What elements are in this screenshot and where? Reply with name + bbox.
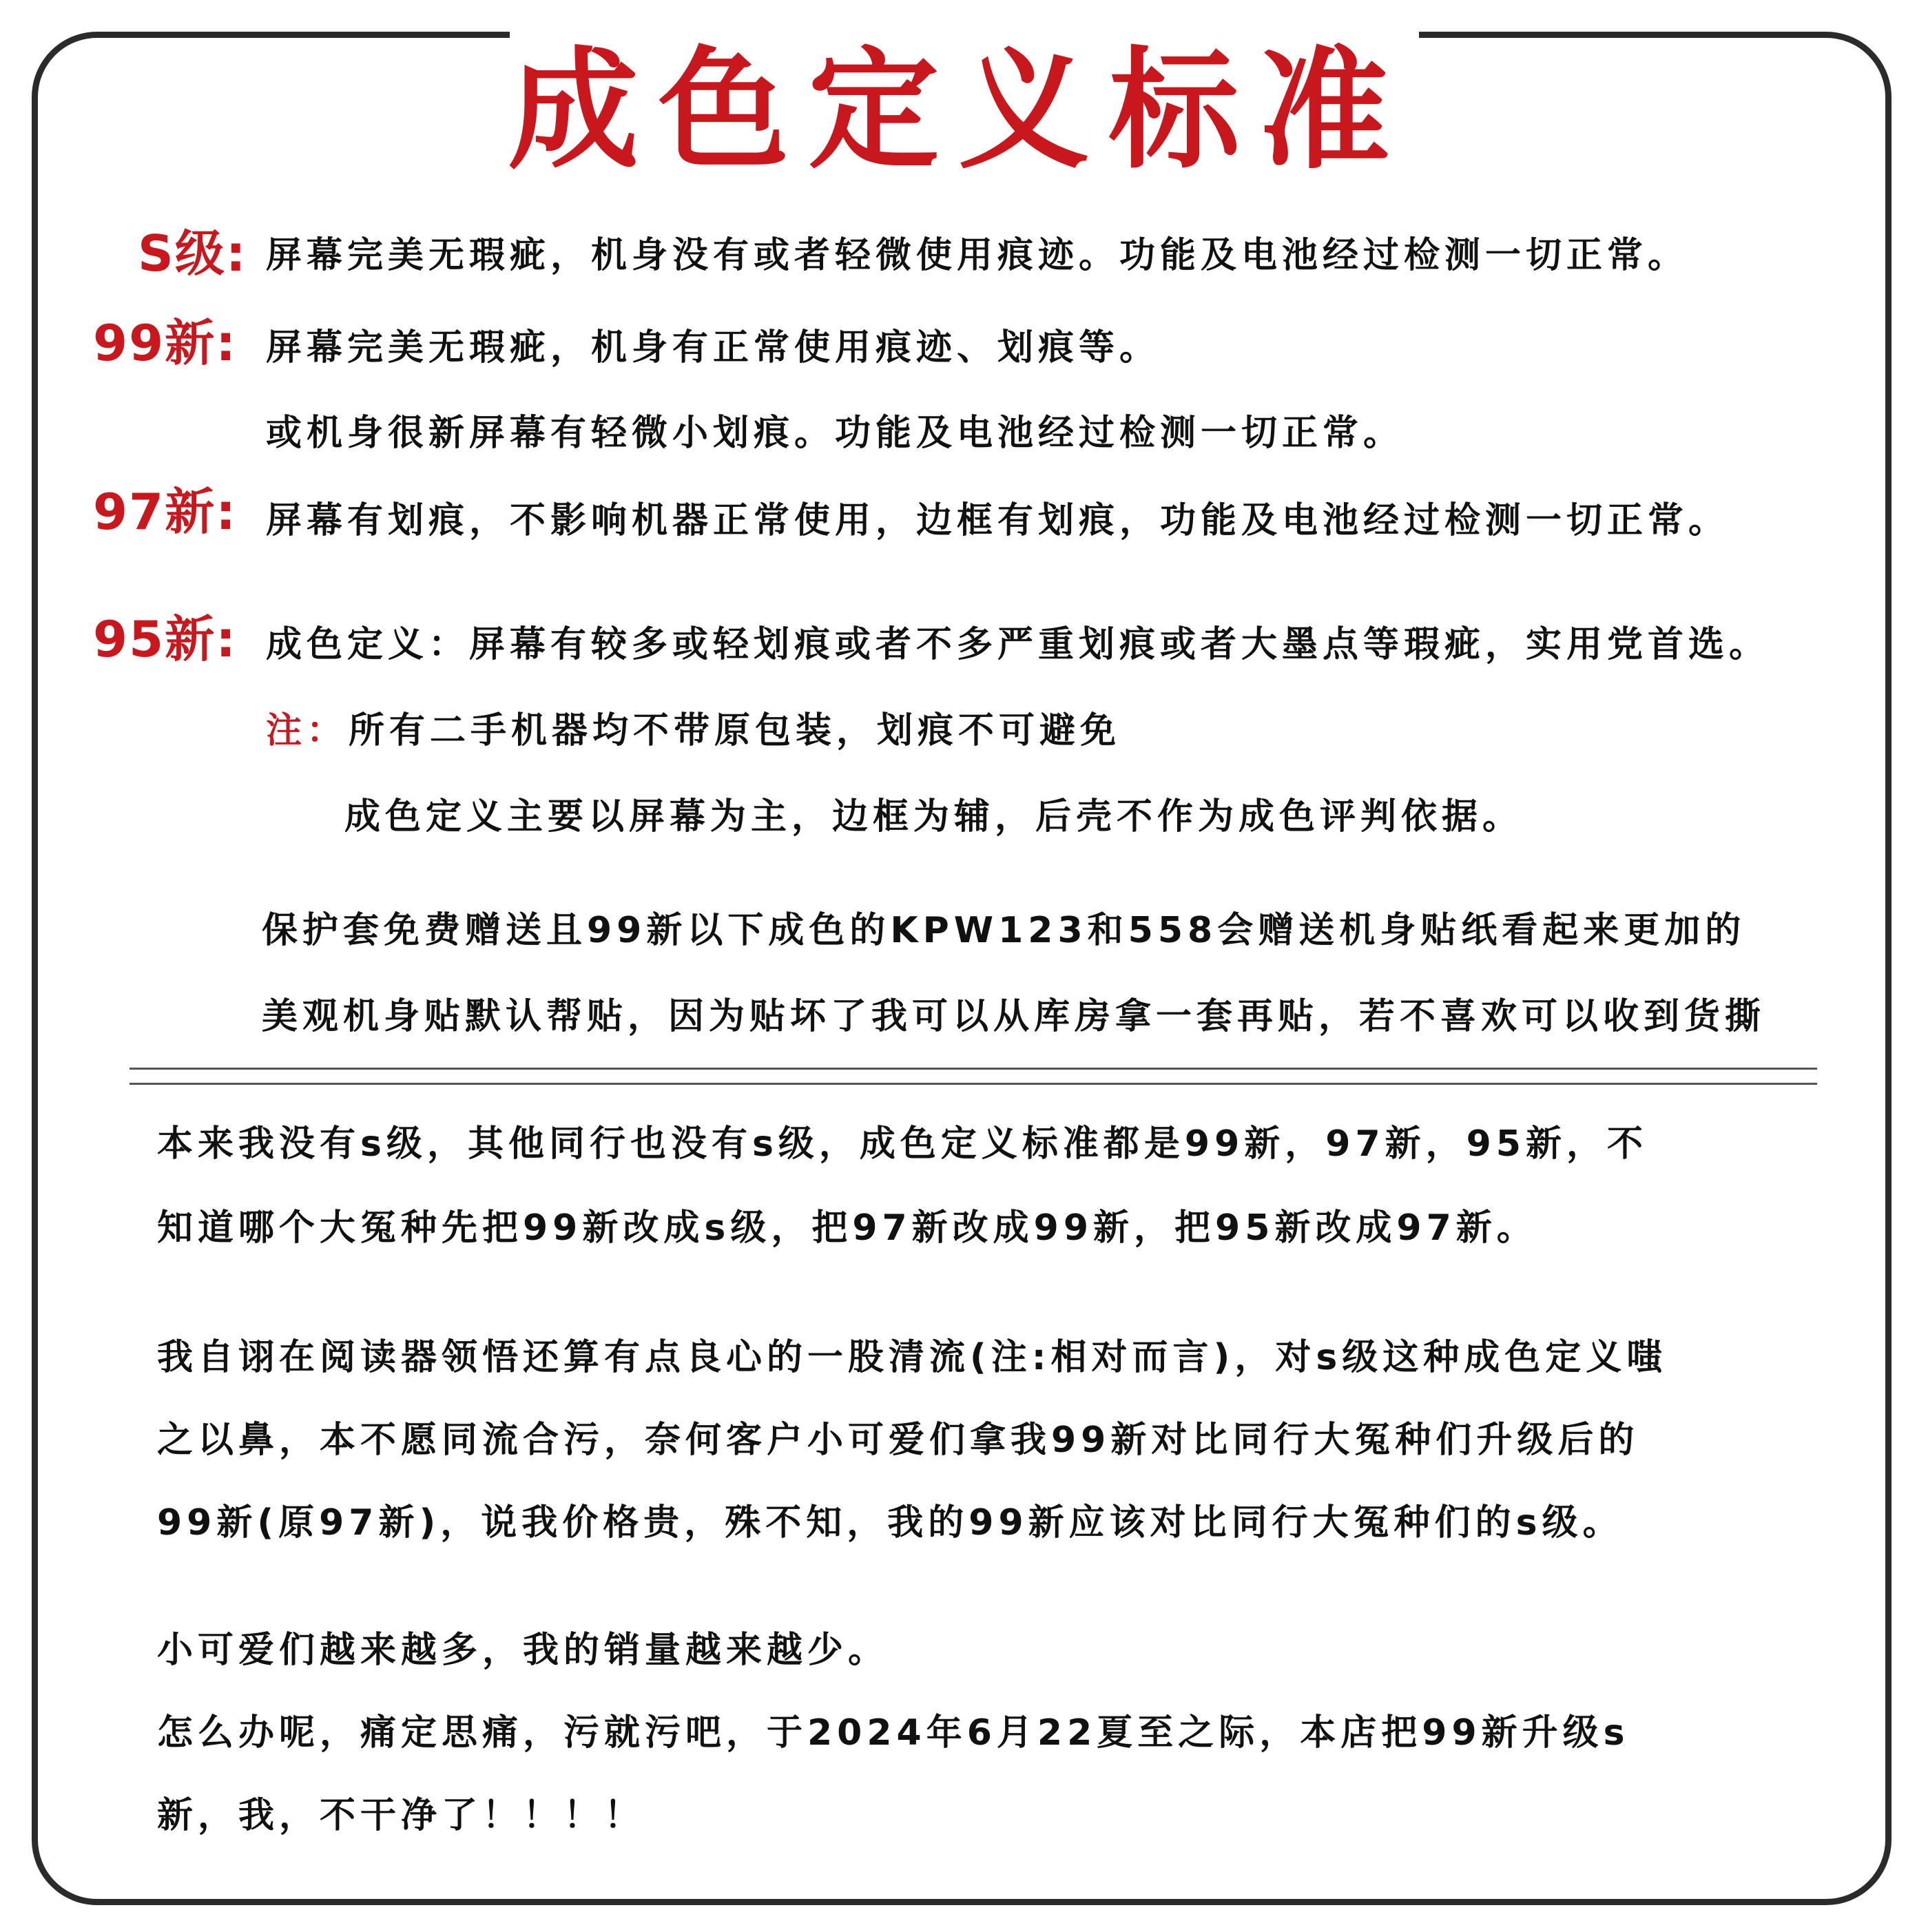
divider-bottom: [129, 1083, 1817, 1085]
note-line-1: 所有二手机器均不带原包装，划痕不可避免: [349, 710, 1121, 751]
story-line-8: 新，我，不干净了！！！！: [157, 1795, 645, 1836]
grade-s-description: 屏幕完美无瑕疵，机身没有或者轻微使用痕迹。功能及电池经过检测一切正常。: [266, 235, 1689, 276]
story-line-3: 我自诩在阅读器领悟还算有点良心的一股清流(注:相对而言)，对s级这种成色定义嗤: [157, 1337, 1668, 1378]
story-line-7: 怎么办呢，痛定思痛，污就污吧，于2024年6月22夏至之际，本店把99新升级s: [157, 1712, 1630, 1754]
case-info-line-1: 保护套免费赠送且99新以下成色的KPW123和558会赠送机身贴纸看起来更加的: [262, 910, 1746, 951]
grade-label-95: 95新:: [93, 610, 237, 668]
page-border: [32, 32, 1892, 1905]
divider-top: [129, 1068, 1817, 1070]
story-line-5: 99新(原97新)，说我价格贵，殊不知，我的99新应该对比同行大冤种们的s级。: [157, 1502, 1624, 1544]
grade-99-description-2: 或机身很新屏幕有轻微小划痕。功能及电池经过检测一切正常。: [266, 413, 1405, 454]
grade-95-description: 成色定义：屏幕有较多或轻划痕或者不多严重划痕或者大墨点等瑕疵，实用党首选。: [266, 624, 1770, 665]
grade-99-description-1: 屏幕完美无瑕疵，机身有正常使用痕迹、划痕等。: [266, 327, 1161, 368]
case-info-line-2: 美观机身贴默认帮贴，因为贴坏了我可以从库房拿一套再贴，若不喜欢可以收到货撕: [262, 996, 1766, 1037]
story-line-4: 之以鼻，本不愿同流合污，奈何客户小可爱们拿我99新对比同行大冤种们升级后的: [157, 1420, 1639, 1461]
story-line-1: 本来我没有s级，其他同行也没有s级，成色定义标准都是99新，97新，95新，不: [157, 1123, 1648, 1165]
page-title: 成色定义标准: [508, 34, 1409, 187]
story-line-6: 小可爱们越来越多，我的销量越来越少。: [157, 1630, 889, 1671]
grade-label-99: 99新:: [93, 314, 237, 372]
grade-97-description: 屏幕有划痕，不影响机器正常使用，边框有划痕，功能及电池经过检测一切正常。: [266, 500, 1730, 541]
story-line-2: 知道哪个大冤种先把99新改成s级，把97新改成99新，把95新改成97新。: [157, 1207, 1537, 1249]
note-line-2: 成色定义主要以屏幕为主，边框为辅，后壳不作为成色评判依据。: [344, 796, 1524, 838]
note-label: 注：: [266, 710, 348, 751]
grade-label-97: 97新:: [93, 483, 237, 541]
grade-label-s: S级:: [138, 225, 247, 282]
